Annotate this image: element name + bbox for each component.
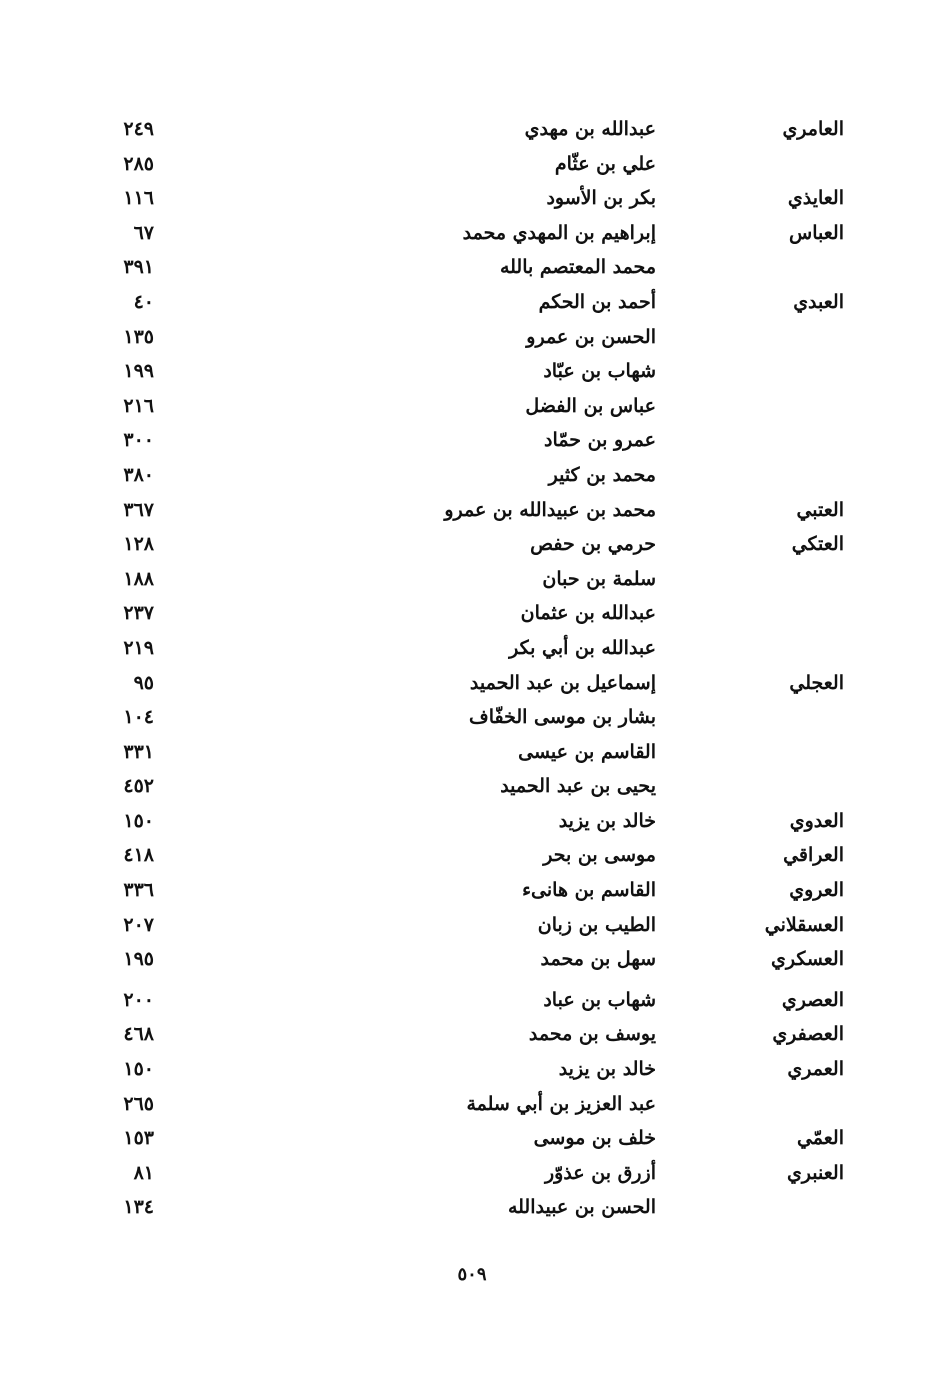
person-name: عبدالله بن عثمان — [520, 602, 656, 625]
nisba-label: العصري — [781, 988, 844, 1011]
page-reference: ٦٧ — [133, 221, 154, 244]
page-reference: ٢٣٧ — [123, 602, 154, 625]
index-row — [0, 942, 944, 977]
page-reference: ١١٦ — [123, 187, 154, 210]
nisba-label: العايذي — [787, 187, 844, 210]
person-name: محمد المعتصم بالله — [499, 256, 656, 279]
page-reference: ١٩٥ — [123, 948, 154, 971]
person-name: بكر بن الأسود — [546, 187, 656, 210]
page-reference: ٢١٦ — [123, 394, 154, 417]
index-row — [0, 458, 944, 493]
page-reference: ٩٥ — [133, 671, 154, 694]
index-row — [0, 493, 944, 528]
index-row — [0, 389, 944, 424]
index-row — [0, 631, 944, 666]
page-reference: ٤٥٢ — [123, 775, 154, 798]
person-name: عباس بن الفضل — [525, 394, 656, 417]
index-row — [0, 983, 944, 1018]
page-reference: ٨١ — [133, 1161, 154, 1184]
page-reference: ١٨٨ — [123, 567, 154, 590]
page-reference: ٣٩١ — [123, 256, 154, 279]
page-reference: ٤٠ — [133, 290, 154, 313]
nisba-label: العمّي — [796, 1127, 844, 1150]
page-reference: ٣٨٠ — [123, 463, 154, 486]
page-reference: ٢٠٧ — [123, 913, 154, 936]
page-reference: ٤١٨ — [123, 844, 154, 867]
nisba-label: العباس — [789, 221, 844, 244]
page-reference: ١٥٠ — [123, 809, 154, 832]
index-row — [0, 250, 944, 285]
person-name: علي بن عثّام — [554, 152, 656, 175]
person-name: عمرو بن حمّاد — [544, 429, 656, 452]
nisba-label: العامري — [782, 118, 844, 140]
page-reference: ١٩٩ — [123, 360, 154, 383]
page-reference: ٢١٩ — [123, 636, 154, 659]
person-name: أزرق بن عذوّر — [544, 1161, 656, 1184]
person-name: الطيب بن زبان — [537, 913, 656, 936]
person-name: خالد بن يزيد — [558, 809, 656, 832]
person-name: عبد العزيز بن أبي سلمة — [466, 1092, 656, 1115]
page-reference: ٢٠٠ — [123, 988, 154, 1011]
index-row — [0, 562, 944, 597]
nisba-label: العدوي — [789, 809, 844, 832]
page-reference: ٣٣٦ — [123, 879, 154, 902]
index-row — [0, 804, 944, 839]
index-row — [0, 873, 944, 908]
index-row — [0, 838, 944, 873]
index-row — [0, 666, 944, 701]
index-row — [0, 285, 944, 320]
person-name: يحيى بن عبد الحميد — [500, 775, 656, 798]
page-reference: ١٣٥ — [123, 325, 154, 348]
index-row — [0, 354, 944, 389]
index-row — [0, 423, 944, 458]
index-row — [0, 1121, 944, 1156]
page-reference: ٤٦٨ — [123, 1023, 154, 1046]
person-name: خالد بن يزيد — [558, 1058, 656, 1081]
page-reference: ١٠٤ — [123, 706, 154, 729]
page-reference: ١٥٣ — [123, 1127, 154, 1150]
page-reference: ١٣٤ — [123, 1196, 154, 1219]
index-row — [0, 1017, 944, 1052]
index-row — [0, 147, 944, 182]
page-reference: ٢٤٩ — [123, 118, 154, 140]
person-name: أحمد بن الحكم — [538, 290, 656, 313]
nisba-label: العسقلاني — [764, 913, 844, 936]
nisba-label: العسكري — [770, 948, 844, 971]
page-reference: ١٢٨ — [123, 533, 154, 556]
index-row — [0, 112, 944, 147]
person-name: يوسف بن محمد — [528, 1023, 656, 1046]
index-entries — [0, 112, 944, 1225]
page-reference: ٣٦٧ — [123, 498, 154, 521]
person-name: عبدالله بن أبي بكر — [509, 636, 656, 659]
index-row — [0, 527, 944, 562]
person-name: عبدالله بن مهدي — [524, 118, 656, 140]
nisba-label: العجلي — [789, 671, 844, 694]
person-name: شهاب بن عباد — [543, 988, 656, 1011]
index-row — [0, 1052, 944, 1087]
person-name: حرمي بن حفص — [530, 533, 656, 556]
person-name: الحسن بن عمرو — [526, 325, 656, 348]
index-row — [0, 1190, 944, 1225]
person-name: الحسن بن عبيدالله — [507, 1196, 656, 1219]
person-name: إسماعيل بن عبد الحميد — [469, 671, 656, 694]
person-name: سهل بن محمد — [540, 948, 656, 971]
person-name: إبراهيم بن المهدي محمد — [462, 221, 656, 244]
nisba-label: العراقي — [783, 844, 844, 867]
index-row — [0, 700, 944, 735]
nisba-label: العتكي — [791, 533, 844, 556]
person-name: خلف بن موسى — [533, 1127, 656, 1150]
page-reference: ٢٨٥ — [123, 152, 154, 175]
person-name: محمد بن كثير — [548, 463, 656, 486]
person-name: سلمة بن حبان — [542, 567, 656, 590]
nisba-label: العروي — [789, 879, 844, 902]
index-row — [0, 769, 944, 804]
index-row — [0, 1087, 944, 1122]
person-name: محمد بن عبيدالله بن عمرو — [444, 498, 656, 521]
nisba-label: العتبي — [796, 498, 844, 521]
page-reference: ١٥٠ — [123, 1058, 154, 1081]
index-row — [0, 596, 944, 631]
page-reference: ٣٠٠ — [123, 429, 154, 452]
nisba-label: العمري — [787, 1058, 844, 1081]
index-row — [0, 908, 944, 943]
index-row — [0, 216, 944, 251]
person-name: القاسم بن هانىء — [522, 879, 656, 902]
person-name: شهاب بن عبّاد — [543, 360, 656, 383]
page-number: ٥٠٩ — [457, 1264, 487, 1285]
person-name: موسى بن بحر — [543, 844, 656, 867]
nisba-label: العصفري — [772, 1023, 844, 1046]
page-reference: ٢٦٥ — [123, 1092, 154, 1115]
nisba-label: العنبري — [786, 1161, 844, 1184]
person-name: القاسم بن عيسى — [518, 740, 656, 763]
page-reference: ٣٣١ — [123, 740, 154, 763]
index-row — [0, 735, 944, 770]
person-name: بشار بن موسى الخفّاف — [469, 706, 656, 729]
index-row — [0, 181, 944, 216]
index-row — [0, 320, 944, 355]
index-row — [0, 1156, 944, 1191]
nisba-label: العبدي — [793, 290, 844, 313]
